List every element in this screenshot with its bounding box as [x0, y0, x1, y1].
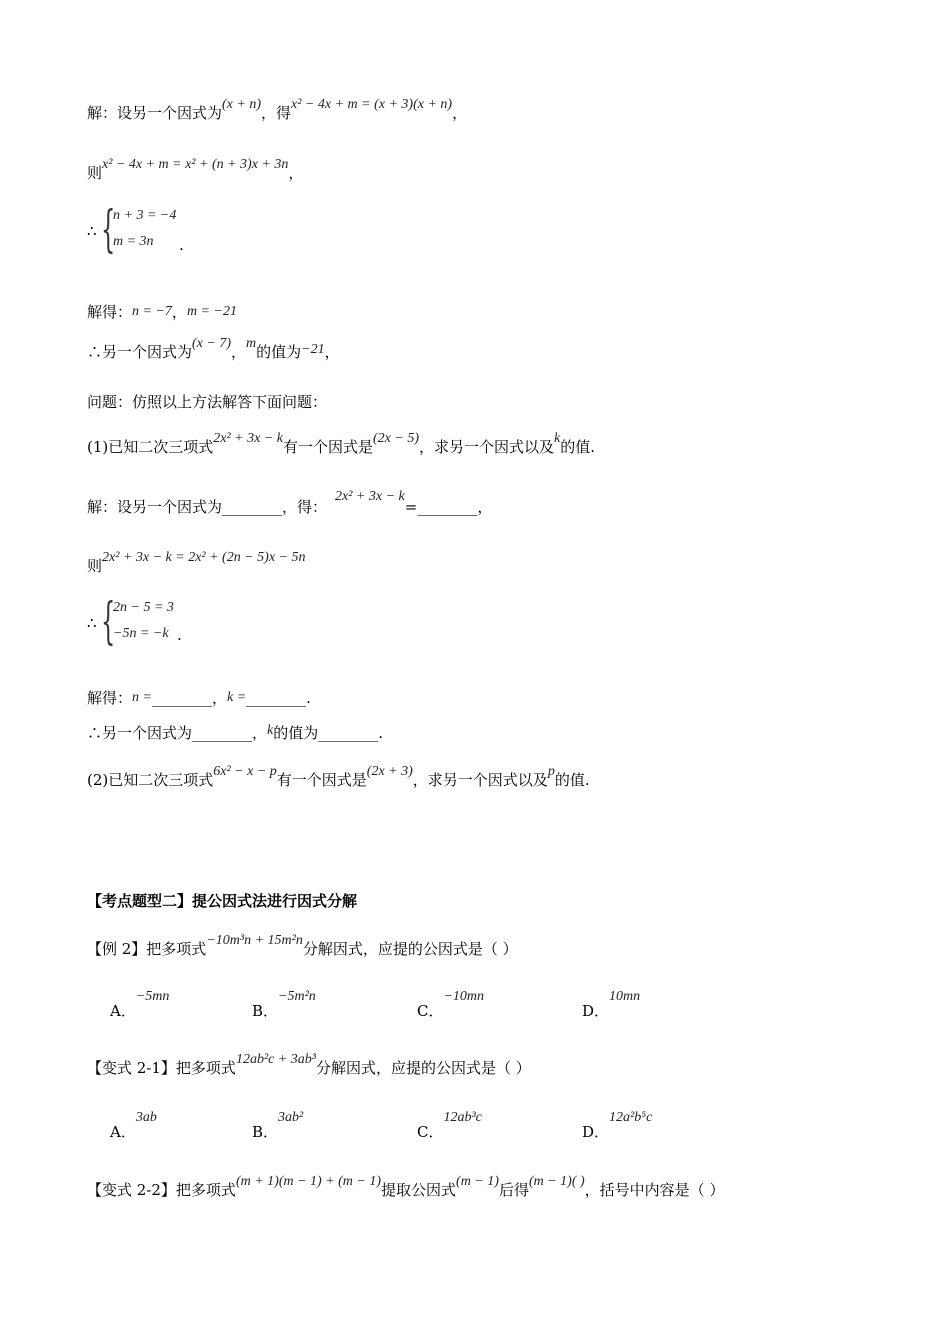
- option-label: B．: [252, 1002, 279, 1020]
- answer-line-2: [87, 550, 306, 578]
- text: 解得：: [87, 303, 133, 321]
- text: ，求另一个因式以及: [419, 438, 555, 456]
- text: ，括号中内容是（ ）: [584, 1181, 725, 1199]
- answer-line-1: [87, 489, 493, 519]
- solution-line-1: [87, 97, 468, 125]
- math: 2x² + 3x − k: [213, 431, 283, 446]
- option-value: −10mn: [443, 989, 485, 1004]
- section-heading: 【考点题型二】提公因式法进行因式分解: [87, 892, 358, 910]
- brace: {: [101, 200, 116, 258]
- option-label: B．: [252, 1123, 279, 1141]
- math: 2x² + 3x − k = 2x² + (2n − 5)x − 5n: [102, 550, 306, 565]
- text: ，求另一个因式以及: [412, 771, 548, 789]
- option-value: 3ab²: [278, 1110, 304, 1125]
- option-a: [110, 989, 170, 1020]
- option-label: D．: [582, 1123, 610, 1141]
- option-value: 3ab: [135, 1110, 157, 1125]
- problem-intro: 问题：仿照以上方法解答下面问题：: [87, 393, 328, 411]
- math: (m + 1)(m − 1) + (m − 1): [235, 1174, 382, 1189]
- math: 6x² − x − p: [213, 764, 277, 779]
- text: 【例 2】把多项式: [87, 940, 207, 958]
- math: p: [547, 764, 555, 779]
- math: 2x² + 3x − k: [335, 489, 405, 504]
- math: (m − 1)( ): [528, 1174, 585, 1189]
- text: 提取公因式: [381, 1181, 457, 1199]
- text: ，: [171, 303, 187, 321]
- equation-system-2: [87, 592, 207, 650]
- text: 解：设另一个因式为: [87, 104, 223, 122]
- math: (2x + 3): [366, 764, 413, 779]
- math: x² − 4x + m = (x + 3)(x + n): [291, 97, 453, 112]
- text: 的值.: [560, 438, 596, 456]
- example-2: [87, 933, 518, 961]
- answer-line-3: [87, 688, 311, 710]
- variant-2-2: [87, 1174, 725, 1202]
- math: (x − 7): [192, 336, 232, 351]
- option-label: A．: [110, 1123, 136, 1141]
- math: −10m³n + 15m²n: [206, 933, 303, 948]
- therefore-symbol: ∴: [87, 222, 97, 240]
- option-c: [417, 1110, 482, 1141]
- text: 解：设另一个因式为________，得：: [87, 498, 328, 516]
- text: 【变式 2-2】把多项式: [87, 1181, 236, 1199]
- option-label: C．: [417, 1123, 444, 1141]
- question-1: [87, 431, 596, 459]
- option-value: 12ab³c: [443, 1110, 482, 1125]
- solution-line-4: [87, 336, 340, 364]
- answer-line-4: [87, 723, 383, 745]
- solution-line-3: [87, 302, 237, 324]
- text: 分解因式，应提的公因式是（ ）: [302, 940, 518, 958]
- text: ，: [231, 343, 247, 361]
- text: 的值为________.: [273, 724, 384, 742]
- option-value: −5mn: [135, 989, 170, 1004]
- text: ，得: [261, 104, 292, 122]
- option-d: [582, 1110, 653, 1141]
- math: m: [246, 336, 257, 351]
- equation-row: m = 3n: [113, 234, 154, 249]
- variant-2-1: [87, 1052, 531, 1080]
- math: k: [554, 431, 561, 446]
- text: =________，: [404, 498, 493, 516]
- math: k =: [226, 690, 247, 705]
- math: (2x − 5): [373, 431, 419, 446]
- text: ∴另一个因式为: [87, 343, 193, 361]
- text: ∴另一个因式为________，: [87, 724, 268, 742]
- equation-system-1: [87, 200, 207, 258]
- text: 有一个因式是: [276, 771, 367, 789]
- math: (x + n): [222, 97, 262, 112]
- text: 分解因式，应提的公因式是（ ）: [316, 1059, 531, 1077]
- option-label: D．: [582, 1002, 610, 1020]
- period: .: [179, 236, 184, 254]
- equation-row: 2n − 5 = 3: [113, 600, 174, 615]
- text: ，: [452, 104, 468, 122]
- text: 的值为: [256, 343, 302, 361]
- option-c: [417, 989, 485, 1020]
- text: 解得：: [87, 689, 133, 707]
- math: (m − 1): [456, 1174, 499, 1189]
- text: 则: [87, 557, 103, 575]
- option-value: 10mn: [609, 989, 641, 1004]
- brace: {: [101, 592, 116, 650]
- math: n =: [132, 690, 152, 705]
- option-label: A．: [110, 1002, 136, 1020]
- text: 则: [87, 164, 103, 182]
- equation-row: n + 3 = −4: [113, 208, 177, 223]
- text: ，: [324, 343, 340, 361]
- math: m = −21: [186, 304, 237, 319]
- text: 后得: [498, 1181, 529, 1199]
- math: 12ab²c + 3ab³: [235, 1052, 316, 1067]
- text: (1)已知二次三项式: [87, 438, 214, 456]
- option-b: [252, 1110, 304, 1141]
- math: n = −7: [132, 304, 172, 319]
- math: −21: [301, 342, 325, 357]
- option-value: −5m²n: [278, 989, 316, 1004]
- text: ，: [288, 164, 304, 182]
- math: x² − 4x + m = x² + (n + 3)x + 3n: [102, 157, 289, 172]
- text: 【变式 2-1】把多项式: [87, 1059, 236, 1077]
- option-a: [110, 1110, 157, 1141]
- option-b: [252, 989, 316, 1020]
- option-d: [582, 989, 641, 1020]
- text: (2)已知二次三项式: [87, 771, 214, 789]
- question-2: [87, 764, 590, 792]
- text: 有一个因式是: [282, 438, 373, 456]
- equation-row: −5n = −k: [113, 626, 169, 641]
- text: ________，: [151, 689, 227, 707]
- option-label: C．: [417, 1002, 444, 1020]
- therefore-symbol: ∴: [87, 614, 97, 632]
- text: ________.: [246, 689, 311, 707]
- text: 的值.: [554, 771, 590, 789]
- period: .: [177, 626, 182, 644]
- option-value: 12a²b⁵c: [609, 1110, 653, 1125]
- math: k: [267, 723, 274, 738]
- solution-line-2: [87, 157, 304, 185]
